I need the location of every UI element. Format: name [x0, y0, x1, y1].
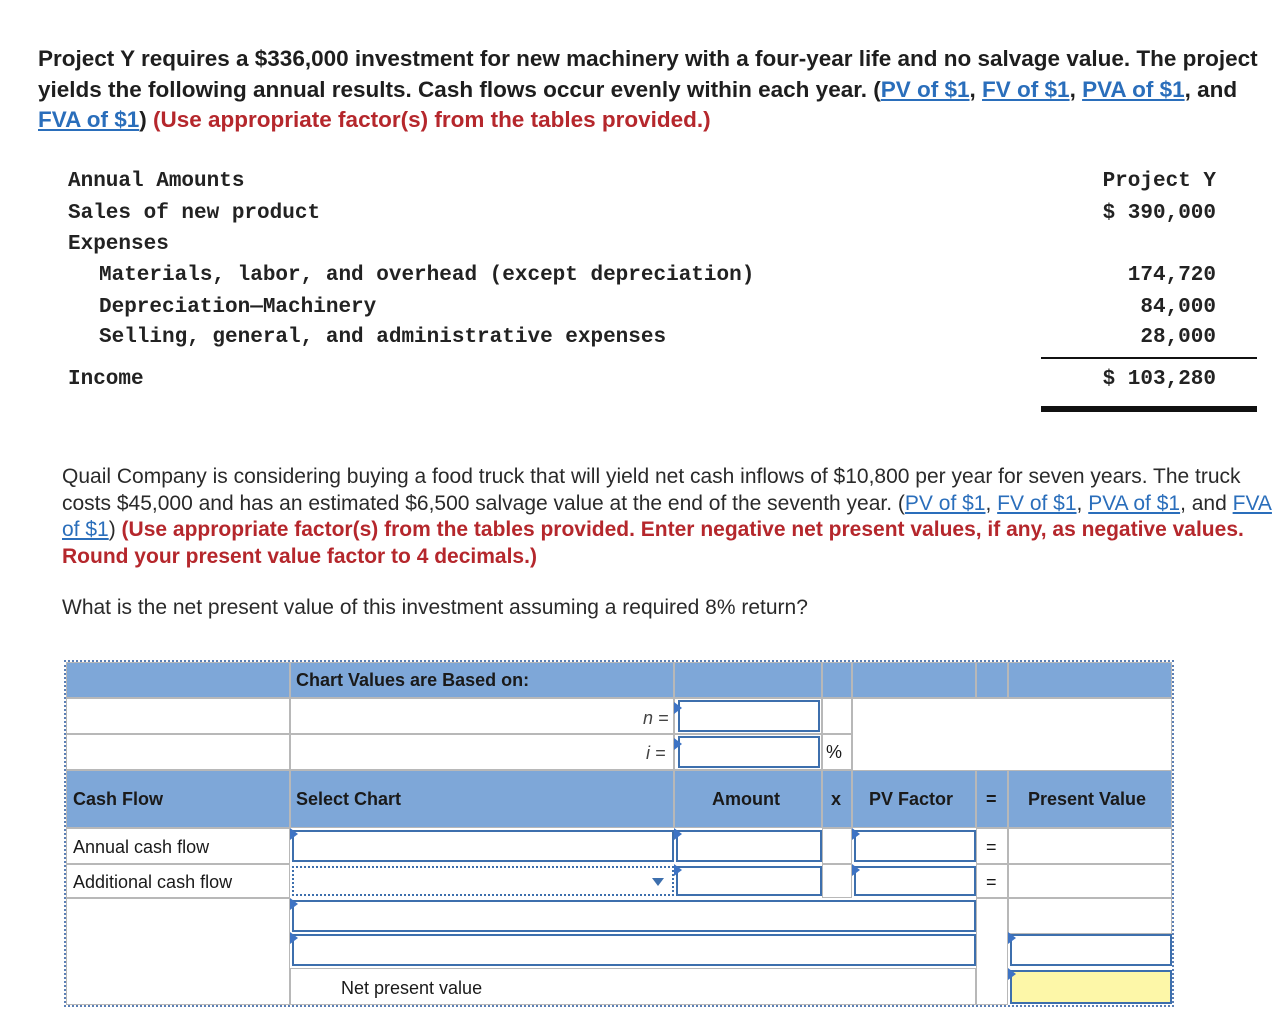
fva-of-1-link[interactable]: FVA of $1 — [62, 491, 1272, 541]
project-y-header: Project Y — [1102, 170, 1216, 193]
equals-sign: = — [986, 837, 997, 857]
blank-cell — [976, 898, 1008, 1005]
annual-present-value — [1008, 828, 1172, 864]
present-value-header: Present Value — [1028, 789, 1147, 809]
npv-worksheet — [64, 660, 1174, 1007]
blank-cell — [66, 734, 290, 770]
header-cell — [674, 662, 822, 698]
expense-label: Materials, labor, and overhead (except depreciation) — [99, 264, 755, 287]
question-2-prompt: Quail Company is considering buying a food truck that will yield net cash inflows of $10,800 per year for seven years. The truck costs $45,000 and has an estimated $6,500 salvage value at the end of the seventh year. (PV of $1, FV of $1, PVA of $1, and FVA of $1) (Use appropriate factor(s) from the tables provided. Enter negative net present values, if any, as negative values. Round your present value factor to 4 decimals.) — [62, 465, 1272, 568]
expense-value: 84,000 — [1140, 296, 1216, 319]
expenses-label: Expenses — [68, 233, 169, 256]
income-label: Income — [68, 368, 144, 391]
subtotal-rule — [1041, 357, 1257, 359]
q1-text: Project Y requires a $336,000 investment for new machinery with a four-year life and no salvage value. The project yields the following annual results. Cash flows occur evenly within each year. ( — [38, 46, 1258, 102]
i-input[interactable] — [678, 736, 820, 768]
header-cell — [822, 662, 852, 698]
pv-factor-header: PV Factor — [869, 789, 954, 809]
net-present-value-label: Net present value — [341, 978, 483, 998]
blank-cell — [822, 828, 852, 864]
input-marker-icon — [290, 898, 298, 910]
blank-cell — [852, 698, 1172, 770]
blank-cell — [822, 864, 852, 898]
select-chart-header: Select Chart — [296, 789, 402, 809]
expense-label: Selling, general, and administrative expenses — [99, 326, 667, 349]
blank-cell — [822, 698, 852, 734]
npv-question: What is the net present value of this investment assuming a required 8% return? — [62, 596, 808, 619]
input-marker-icon — [674, 702, 682, 714]
input-marker-icon — [674, 828, 682, 840]
input-marker-icon — [290, 828, 298, 840]
i-label: i = — [646, 743, 666, 763]
input-marker-icon — [674, 738, 682, 750]
q1-instruction: (Use appropriate factor(s) from the tables provided.) — [153, 107, 711, 132]
annual-select-chart[interactable] — [292, 830, 674, 862]
dropdown-arrow-icon[interactable] — [652, 878, 664, 886]
pva-of-1-link[interactable]: PVA of $1 — [1088, 491, 1181, 515]
additional-pv-factor-input[interactable] — [854, 866, 976, 896]
annual-amounts-heading: Annual Amounts — [68, 170, 245, 193]
annual-pv-factor-input[interactable] — [854, 830, 976, 862]
input-marker-icon — [1008, 968, 1016, 980]
input-marker-icon — [674, 864, 682, 876]
equals-sign: = — [986, 789, 997, 809]
input-marker-icon — [852, 828, 860, 840]
additional-cash-flow-label: Additional cash flow — [73, 872, 233, 892]
equals-sign: = — [986, 872, 997, 892]
fva-of-1-link[interactable]: FVA of $1 — [38, 107, 140, 132]
input-marker-icon — [852, 864, 860, 876]
expense-value: 28,000 — [1140, 326, 1216, 349]
header-cell — [976, 662, 1008, 698]
pva-of-1-link[interactable]: PVA of $1 — [1082, 76, 1185, 102]
amount-header: Amount — [712, 789, 780, 809]
subtotal-present-value-input[interactable] — [1010, 934, 1172, 966]
sales-label: Sales of new product — [68, 202, 321, 225]
income-value: $ 103,280 — [1102, 368, 1216, 391]
annual-cash-flow-label: Annual cash flow — [73, 837, 210, 857]
times-sign: x — [831, 789, 842, 809]
extra-input-row-1[interactable] — [292, 900, 976, 932]
fv-of-1-link[interactable]: FV of $1 — [982, 76, 1070, 102]
header-cell — [1008, 662, 1172, 698]
cash-flow-header: Cash Flow — [73, 789, 164, 809]
input-marker-icon — [1008, 932, 1016, 944]
n-label: n = — [643, 708, 669, 728]
sales-value: $ 390,000 — [1102, 202, 1216, 225]
blank-cell — [290, 734, 674, 770]
pv-of-1-link[interactable]: PV of $1 — [904, 491, 986, 515]
n-input[interactable] — [678, 700, 820, 732]
chart-values-label: Chart Values are Based on: — [296, 670, 530, 690]
q2-instruction: (Use appropriate factor(s) from the tables provided. Enter negative net present values, if any, as negative values. Round your present value factor to 4 decimals.) — [62, 518, 1244, 568]
header-cell — [852, 662, 976, 698]
header-cell — [66, 662, 290, 698]
blank-cell — [1008, 898, 1172, 934]
question-1-prompt: Project Y requires a $336,000 investment for new machinery with a four-year life and no salvage value. The project yields the following annual results. Cash flows occur evenly within each year. (PV of $1, FV of $1, PVA of $1, and FVA of $1) (Use appropriate factor(s) from the tables provided.) — [38, 46, 1258, 132]
blank-cell — [66, 698, 290, 734]
expense-value: 174,720 — [1127, 264, 1216, 287]
additional-present-value — [1008, 864, 1172, 898]
additional-select-chart[interactable] — [292, 866, 674, 896]
fv-of-1-link[interactable]: FV of $1 — [997, 491, 1077, 515]
net-present-value-input[interactable] — [1010, 970, 1172, 1004]
blank-cell — [66, 898, 290, 1005]
percent-sign: % — [826, 742, 843, 762]
blank-cell — [290, 698, 674, 734]
additional-amount-input[interactable] — [676, 866, 822, 896]
total-double-rule — [1041, 406, 1257, 412]
extra-input-row-2[interactable] — [292, 934, 976, 966]
annual-amount-input[interactable] — [676, 830, 822, 862]
expense-label: Depreciation—Machinery — [99, 296, 377, 319]
pv-of-1-link[interactable]: PV of $1 — [880, 76, 970, 102]
input-marker-icon — [290, 932, 298, 944]
